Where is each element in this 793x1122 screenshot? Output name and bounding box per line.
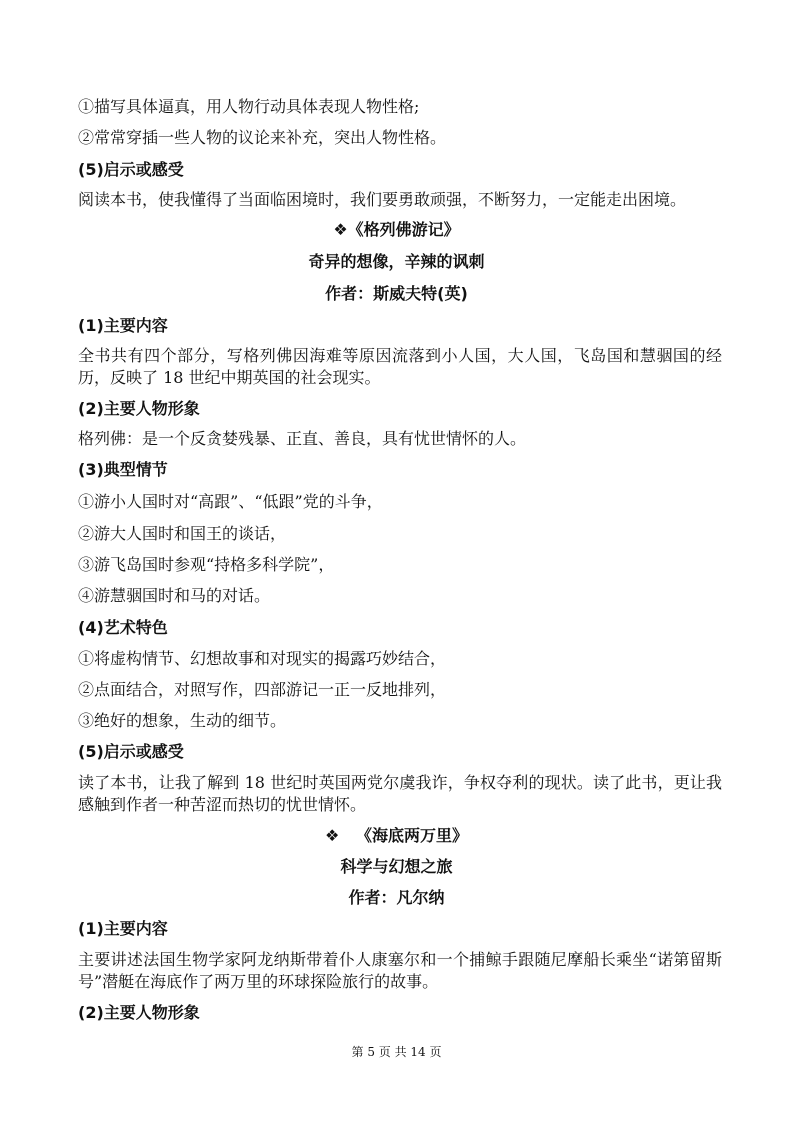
list-item: ④游慧骃国时和马的对话。 <box>78 586 271 605</box>
section-heading: (1)主要内容 <box>78 316 168 335</box>
paragraph: 主要讲述法国生物学家阿龙纳斯带着仆人康塞尔和一个捕鲸手跟随尼摩船长乘坐“诺第留斯号”潜艇在海底作了两万里的环球探险旅行的故事。 <box>78 950 722 991</box>
text-line: ①描写具体逼真，用人物行动具体表现人物性格; <box>78 97 420 116</box>
section-heading: (5)启示或感受 <box>78 742 184 761</box>
book-title-text: 《格列佛游记》 <box>347 220 460 239</box>
book-title <box>0 219 793 241</box>
list-item: ③绝好的想象，生动的细节。 <box>78 711 287 730</box>
list-item: ②点面结合，对照写作，四部游记一正一反地排列， <box>78 680 447 699</box>
text-line: ②常常穿插一些人物的议论来补充，突出人物性格。 <box>78 128 447 147</box>
section-heading: (2)主要人物形象 <box>78 399 200 418</box>
book-title <box>0 825 793 847</box>
book-title-text: 《海底两万里》 <box>356 826 469 845</box>
list-item: ①游小人国时对“高跟”、“低跟”党的斗争， <box>78 492 383 511</box>
book-author: 作者：凡尔纳 <box>348 888 445 907</box>
text-line: 格列佛：是一个反贪婪残暴、正直、善良，具有忧世情怀的人。 <box>78 429 527 448</box>
page-footer: 第 5 页 共 14 页 <box>351 1045 442 1059</box>
list-item: ③游飞岛国时参观“持格多科学院”， <box>78 555 335 574</box>
paragraph: 读了本书，让我了解到 18 世纪时英国两党尔虞我诈，争权夺利的现状。读了此书，更让我感触到作者一种苦涩而热切的忧世情怀。 <box>78 773 722 814</box>
section-heading: (4)艺术特色 <box>78 618 168 637</box>
paragraph: 全书共有四个部分，写格列佛因海难等原因流落到小人国，大人国，飞岛国和慧骃国的经历，反映了 18 世纪中期英国的社会现实。 <box>78 346 722 387</box>
book-subtitle: 科学与幻想之旅 <box>340 857 453 876</box>
book-subtitle: 奇异的想像，辛辣的讽刺 <box>308 252 485 271</box>
section-heading: (3)典型情节 <box>78 460 168 479</box>
list-item: ①将虚构情节、幻想故事和对现实的揭露巧妙结合， <box>78 649 447 668</box>
list-item: ②游大人国时和国王的谈话， <box>78 524 287 543</box>
section-heading: (5)启示或感受 <box>78 160 184 179</box>
diamond-icon: ❖ <box>333 220 348 239</box>
diamond-icon: ❖ <box>324 826 340 845</box>
section-heading: (2)主要人物形象 <box>78 1003 200 1022</box>
book-author: 作者：斯威夫特(英) <box>325 284 468 303</box>
text-line: 阅读本书，使我懂得了当面临困境时，我们要勇敢顽强，不断努力，一定能走出困境。 <box>78 190 687 209</box>
section-heading: (1)主要内容 <box>78 919 168 938</box>
